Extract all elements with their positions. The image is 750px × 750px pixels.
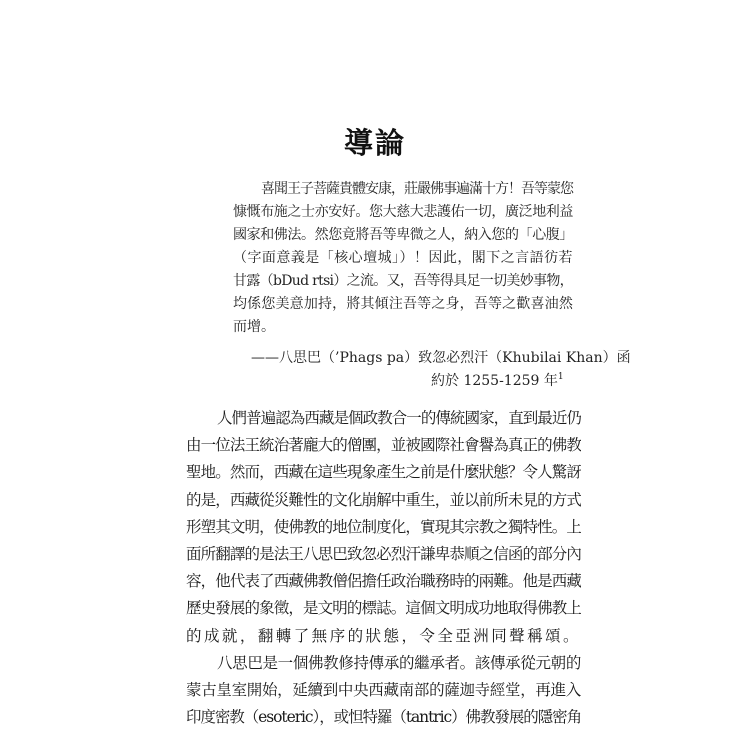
body-text xyxy=(186,405,581,731)
epigraph-line: 甘露（bDud rtsi）之流。又，吾等得具足一切美妙事物， xyxy=(233,273,573,289)
body-line: 由一位法王統治著龐大的僧團，並被國際社會譽為真正的佛教 xyxy=(186,436,581,455)
epigraph-date xyxy=(431,370,564,390)
footnote-marker[interactable]: 1 xyxy=(557,372,564,382)
body-line: 的成就，翻轉了無序的狀態，令全亞洲同聲稱頌。 xyxy=(186,626,581,645)
epigraph-line: 均係您美意加持，將其傾注吾等之身，吾等之歡喜油然 xyxy=(233,296,573,312)
epigraph-line: 國家和佛法。然您竟將吾等卑微之人，納入您的「心腹」 xyxy=(233,227,573,243)
epigraph-line: 慷慨布施之士亦安好。您大慈大悲護佑一切，廣泛地利益 xyxy=(233,204,573,220)
body-line: 八思巴是一個佛教修持傳承的繼承者。該傳承從元朝的 xyxy=(217,653,581,672)
epigraph-attribution xyxy=(251,347,631,367)
epigraph xyxy=(233,178,573,339)
body-line: 人們普遍認為西藏是個政教合一的傳統國家，直到最近仍 xyxy=(217,409,581,427)
body-line: 歷史發展的象徵，是文明的標誌。這個文明成功地取得佛教上 xyxy=(186,599,581,618)
epigraph-line: 喜聞王子菩薩貴體安康，莊嚴佛事遍滿十方！吾等蒙您 xyxy=(261,181,573,197)
body-line: 聖地。然而，西藏在這些現象產生之前是什麼狀態？令人驚訝 xyxy=(186,463,581,482)
body-line: 形塑其文明，使佛教的地位制度化，實現其宗教之獨特性。上 xyxy=(186,517,581,536)
body-line: 蒙古皇室開始，延續到中央西藏南部的薩迦寺經堂，再進入 xyxy=(186,680,581,699)
epigraph-line: 而增。 xyxy=(233,319,275,335)
body-line: 容，他代表了西藏佛教僧侶擔任政治職務時的兩難。他是西藏 xyxy=(186,572,581,591)
chapter-title: 導論 xyxy=(343,126,406,160)
epigraph-line: （字面意義是「核心壇城」）！因此，閣下之言語彷若 xyxy=(233,250,573,266)
attribution-source: ——八思巴（’Phags pa）致忽必烈汗（Khubilai Khan）函 xyxy=(251,350,631,366)
body-line: 的是，西藏從災難性的文化崩解中重生，並以前所未見的方式 xyxy=(186,490,581,509)
attribution-date: 約於 1255-1259 年 xyxy=(431,373,558,389)
body-line: 面所翻譯的是法王八思巴致忽必烈汗謙卑恭順之信函的部分內 xyxy=(186,544,581,563)
body-line: 印度密教（esoteric），或怛特羅（tantric）佛教發展的隱密角 xyxy=(186,708,581,727)
